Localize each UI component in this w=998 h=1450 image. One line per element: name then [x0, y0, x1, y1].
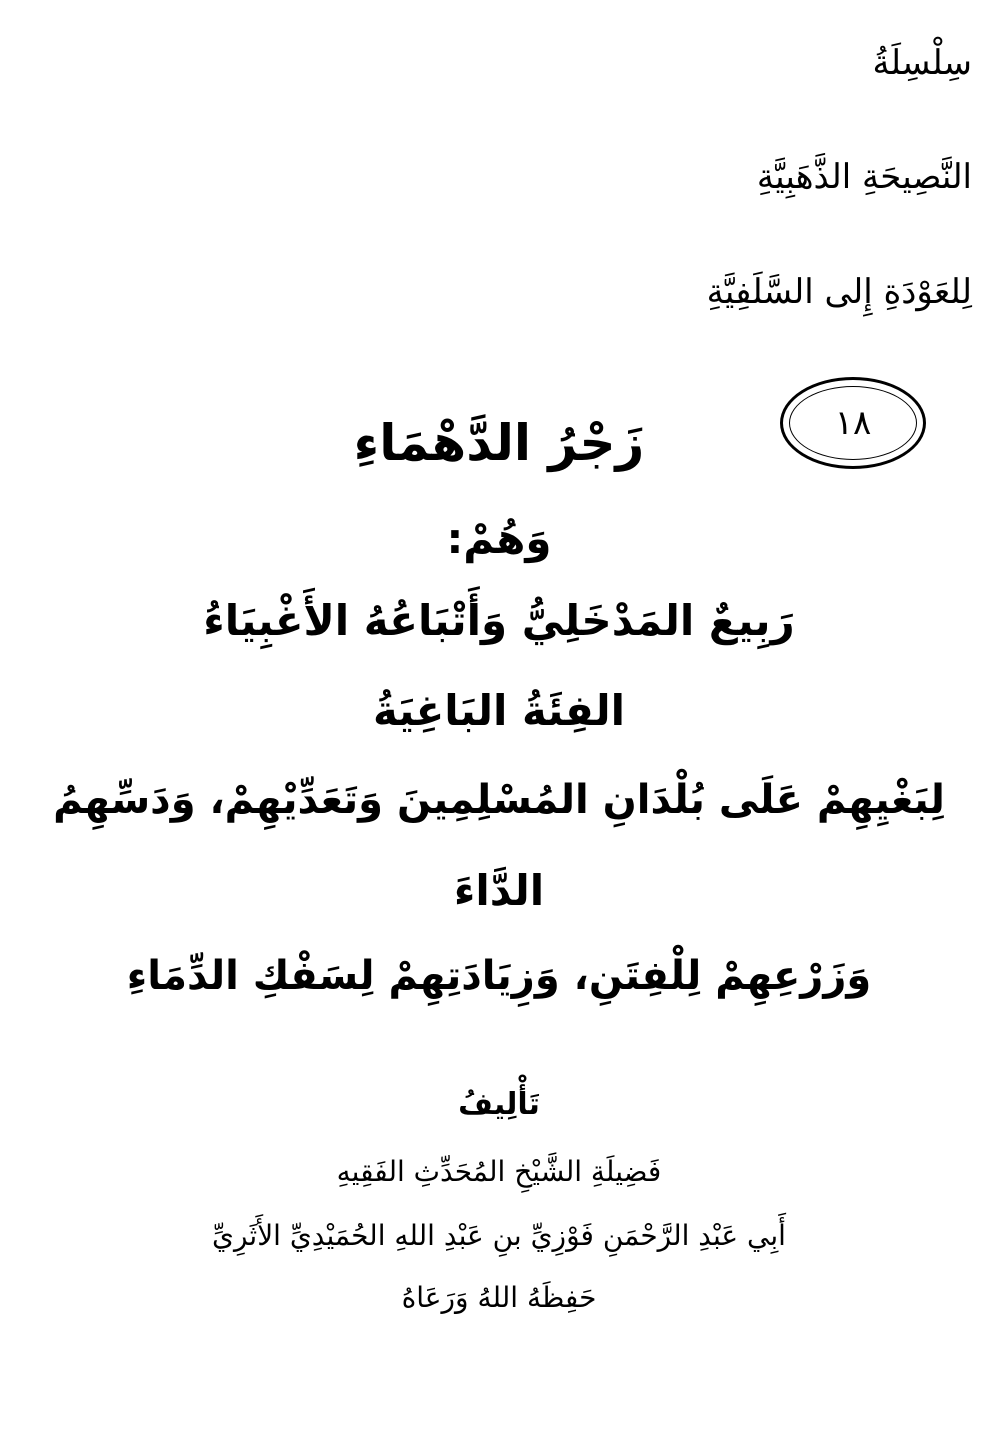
subtitle-line-3: لِبَغْيِهِمْ عَلَى بُلْدَانِ المُسْلِمِينَ وَتَعَدِّيْهِمْ، وَدَسِّهِمُ [53, 777, 945, 823]
subtitle-intro: وَهُمْ: [446, 514, 552, 563]
subtitle-line-1: رَبِيعٌ المَدْخَلِيُّ وَأَتْبَاعُهُ الأَغْبِيَاءُ [203, 596, 795, 645]
subtitle-line-5: وَزَرْعِهِمْ لِلْفِتَنِ، وَزِيَادَتِهِمْ لِسَفْكِ الدِّمَاءِ [126, 953, 872, 999]
authorship-label: تَأْلِيفُ [458, 1087, 540, 1122]
book-title: زَجْرُ الدَّهْمَاءِ [353, 414, 645, 472]
series-title-line-2: النَّصِيحَةِ الذَّهَبِيَّةِ [756, 157, 972, 197]
series-title-line-1: سِلْسِلَةُ [872, 43, 972, 83]
subtitle-line-2: الفِئَةُ البَاغِيَةُ [372, 686, 626, 735]
author-honorific: فَضِيلَةِ الشَّيْخِ المُحَدِّثِ الفَقِيهِ [336, 1155, 662, 1188]
author-blessing: حَفِظَهُ اللهُ وَرَعَاهُ [401, 1281, 597, 1314]
author-name: أَبِي عَبْدِ الرَّحْمَنِ فَوْزِيِّ بنِ عَبْدِ اللهِ الحُمَيْدِيِّ الأَثَرِيِّ [212, 1219, 786, 1252]
subtitle-line-4: الدَّاءَ [453, 866, 545, 915]
series-title-line-3: لِلعَوْدَةِ إِلى السَّلَفِيَّةِ [706, 272, 972, 312]
series-number: ١٨ [834, 403, 872, 443]
